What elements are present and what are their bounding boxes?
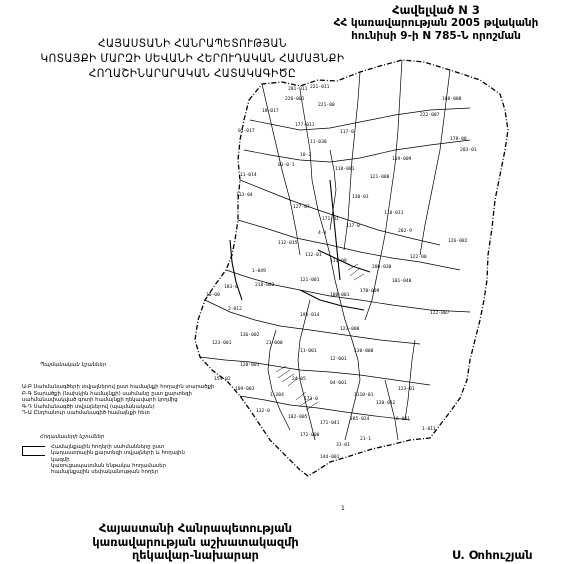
parcel-labels [206, 84, 477, 460]
parcel-label: 12-001 [330, 357, 347, 362]
legend-row: Ա-Բ Սահմանագծերի տվյալներով ըստ համայնքի հողային տարածքի [22, 384, 215, 391]
parcel-label: 1-011 [422, 427, 436, 432]
signatory-name: Ս. Օոհուշյան [452, 548, 533, 562]
parcel-label: 202-9 [398, 229, 412, 234]
legend-subheading: Հողամասերի նշումներ [40, 434, 105, 441]
legend-item-text [51, 444, 187, 476]
parcel-label: 203-01 [460, 148, 477, 153]
parcel-label: 136-002 [240, 333, 260, 338]
annex-decision-line: հունիսի 9-ի N 785-Ն որոշման [351, 30, 521, 42]
parcel-label: 177-011 [295, 123, 315, 128]
parcel-label: 112-01 [305, 253, 322, 258]
map-title-line-2: ԿՈՏԱՅՔԻ ՄԱՐԶԻ ՍԵՎԱՆԻ ՀԵՐՈՒԴԱԿԱՆ ՀԱՄԱՅՆՔԻ [40, 51, 345, 65]
parcel-label: 1-049 [252, 269, 266, 274]
legend-row: Բ-Գ Տարածքի (նախկին համայնքի) սահմանը ըստ քարտեզի [22, 390, 192, 397]
parcel-label: 21-1 [360, 437, 372, 442]
parcel-label: 221-00 [318, 103, 335, 108]
parcel-label: 178-00 [450, 137, 467, 142]
signatory-title-line-1: Հայաստանի Հանրապետության [99, 522, 292, 535]
parcel-label: 01-017 [238, 129, 255, 134]
parcel-label: 1110-01 [354, 393, 374, 398]
legend-item-line: համայնքային սեփականության հողեր [51, 469, 159, 476]
parcel-label: 132-0 [256, 409, 270, 414]
parcel-label: 126-082 [448, 239, 468, 244]
parcel-label: 130-000 [354, 349, 374, 354]
parcel-label: 123-001 [212, 341, 232, 346]
legend-item [22, 444, 187, 476]
parcel-label: 195-014 [300, 313, 320, 318]
parcel-label: 31-01 [336, 443, 350, 448]
legend-swatch [22, 446, 45, 456]
parcel-label: 171-041 [320, 421, 340, 426]
parcel-label: 120-001 [240, 363, 260, 368]
parcel-label: 4-0 [318, 231, 327, 236]
parcel-label: 113-04 [236, 193, 253, 198]
parcel-label: 109-003 [235, 387, 255, 392]
parcel-label: 01-0-1 [278, 163, 295, 168]
parcel-label: 183-0 [224, 285, 238, 290]
parcel-label: 24-05 [292, 377, 306, 382]
parcel-label: 110-011 [384, 211, 404, 216]
parcel-label: 100-001 [330, 293, 350, 298]
parcel-label: 173-0 [304, 397, 318, 402]
parcel-label: 117-0 [340, 130, 354, 135]
parcel-label: 04-001 [330, 381, 347, 386]
legend-item-line: կառուցապատման ենթակա հողամասեր [51, 463, 166, 470]
parcel-label: 1-204 [270, 393, 284, 398]
parcel-label: 121-001 [300, 278, 320, 283]
parcel-label: 112-015 [278, 241, 298, 246]
parcel-label: 122-007 [430, 311, 450, 316]
map-roads [230, 180, 370, 310]
parcel-label: 119-009 [392, 157, 412, 162]
parcel-label: 172-000 [300, 433, 320, 438]
legend-row: Գ-Դ Սահմանագծի տվյալներով (պայմանական) [22, 403, 155, 410]
parcel-label: 154-02 [214, 377, 231, 382]
parcel-label: 130-01 [352, 195, 369, 200]
legend-heading: Պայմանական նշաններ [40, 362, 107, 368]
parcel-label: 18-017 [262, 109, 279, 114]
parcel-label: 117-0 [346, 224, 360, 229]
parcel-label: 120-012 [376, 401, 396, 406]
parcel-label: 220-001 [285, 97, 305, 102]
parcel-label: 170-009 [360, 289, 380, 294]
parcel-label: 221-011 [310, 85, 330, 90]
parcel-label: 218-002 [255, 283, 275, 288]
signatory-title [68, 522, 323, 563]
legend [22, 362, 215, 476]
parcel-label: 201-011 [288, 87, 308, 92]
parcel-label: 11-014 [240, 173, 257, 178]
parcel-label: 2-012 [228, 307, 242, 312]
parcel-label: 171-01 [322, 217, 339, 222]
parcel-label: 10-2 [300, 153, 312, 158]
annex-government-line: ՀՀ կառավարության 2005 թվականի [333, 17, 539, 29]
parcel-label: 127-07 [293, 205, 310, 210]
parcel-label: 23-000 [266, 341, 283, 346]
parcel-label: 122-00 [410, 255, 427, 260]
legend-row: սահմանափակված գոտի համայնքի ղեկավարի կողմից [22, 397, 178, 404]
parcel-label: 123-01 [398, 387, 415, 392]
parcel-label: 144-001 [320, 455, 340, 460]
signatory-title-line-3: ղեկավար-նախարար [132, 549, 259, 562]
parcel-label: 111-09 [330, 259, 347, 264]
parcel-label: 118-001 [335, 167, 355, 172]
parcel-label: 185-024 [350, 417, 370, 422]
map-title [20, 36, 365, 81]
parcel-label: 222-007 [420, 113, 440, 118]
parcel-label: 6-001 [396, 417, 410, 422]
parcel-label: 182-005 [288, 415, 308, 420]
parcel-label: 121-080 [370, 175, 390, 180]
signatory-title-line-2: կառավարության աշխատակազմի [92, 535, 299, 549]
annex-number: Հավելված N 3 [392, 3, 480, 17]
parcel-label: 101-040 [392, 279, 412, 284]
parcel-label: 123-000 [340, 327, 360, 332]
parcel-label: 200-030 [372, 265, 392, 270]
legend-row: Դ-Ա Ընդհանուր սահմանագիծ համայնքի հետ [22, 410, 150, 417]
legend-item-line: Համայնքային հողերի սահմանները ըստ կադաստրային քարտեզի տվյալների և հողային կազմի [51, 443, 185, 463]
parcel-label: 10-00 [206, 293, 220, 298]
parcel-label: 168-008 [442, 97, 462, 102]
map-title-line-3: ՀՈՂԱՇԻՆԱՐԱՐԱԿԱՆ ՀԱՏԱԿԱԳԻԾԸ [88, 66, 297, 80]
parcel-label: 11-001 [300, 349, 317, 354]
page-number: 1 [341, 505, 345, 512]
parcel-label: 11-030 [310, 140, 327, 145]
map-title-line-1: ՀԱՅԱՍՏԱՆԻ ՀԱՆՐԱՊԵՏՈՒԹՅԱՆ [98, 36, 287, 50]
